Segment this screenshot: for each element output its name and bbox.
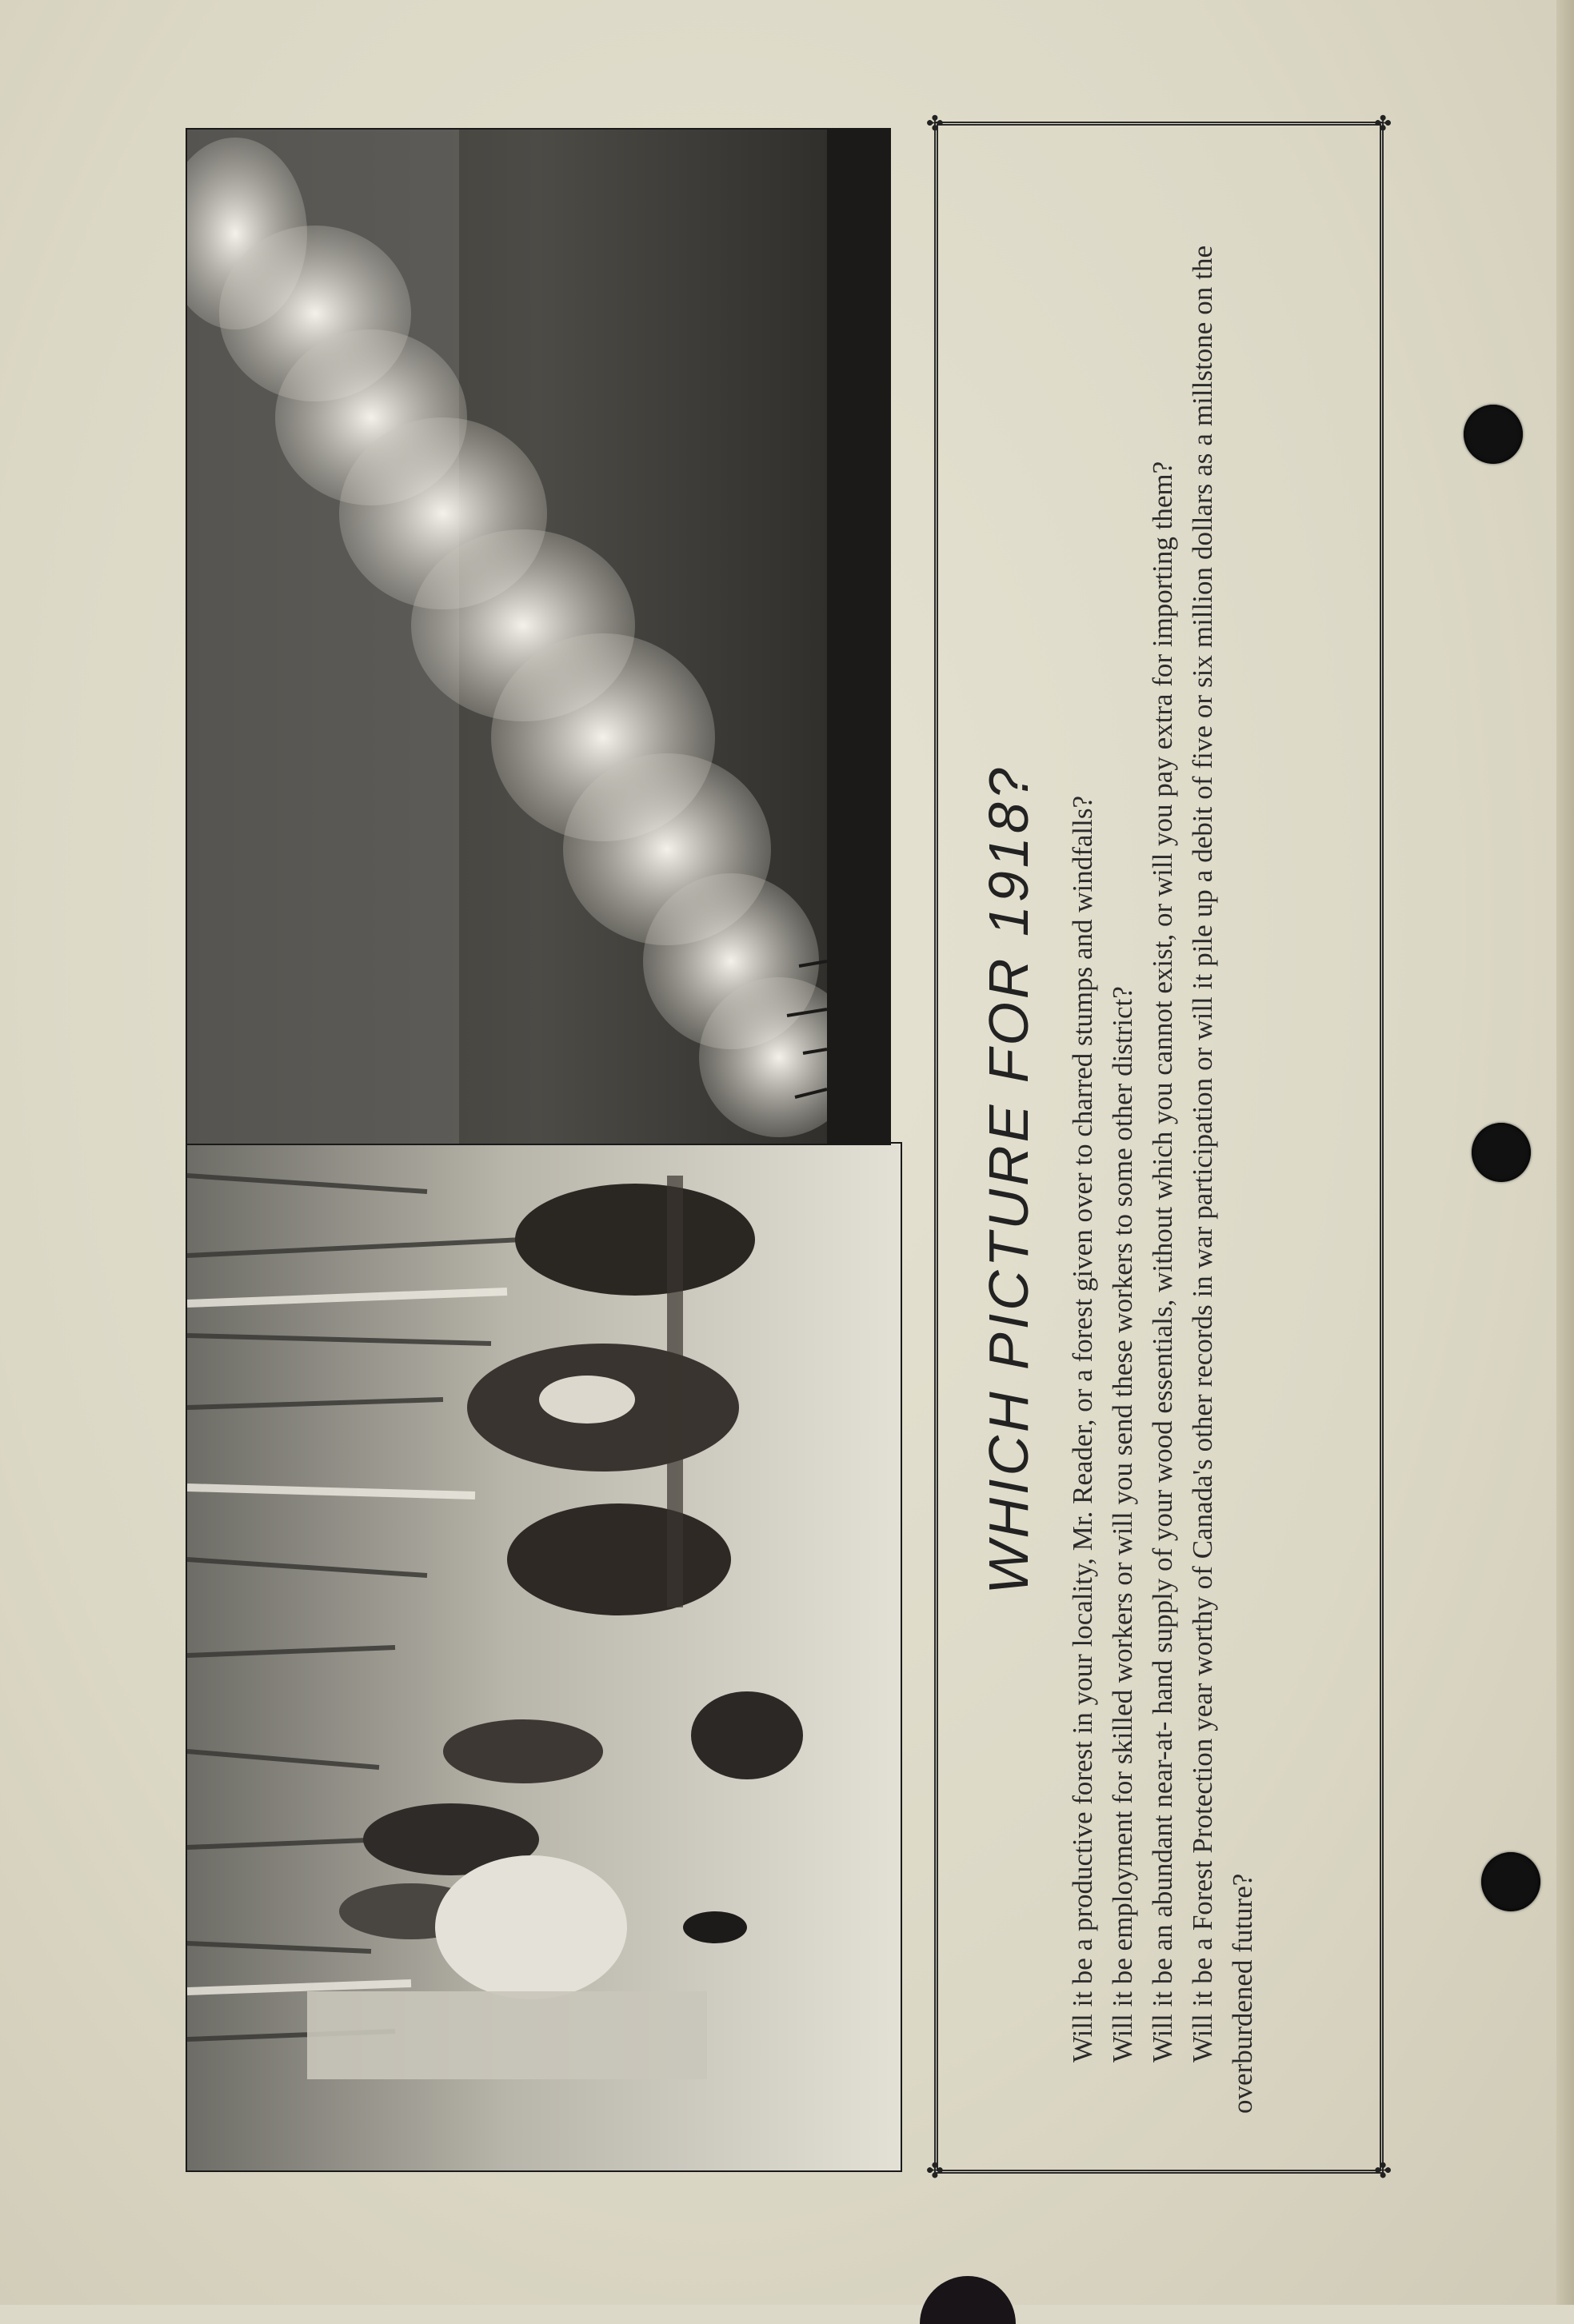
logging-photo: [186, 1142, 902, 2172]
binder-hole: [1481, 1852, 1540, 1911]
text-panel: [926, 112, 1392, 2182]
corner-ornament: ✤: [926, 112, 944, 135]
question-paragraph: Will it be a Forest Protection year worthy of Canada's other records in war participation or will it pile up a debit of five or six million dollars as a millstone on the overburdened future?: [1187, 246, 1258, 2114]
page-heading: WHICH PICTURE FOR 1918?: [977, 765, 1040, 1595]
rotated-text-block: [938, 126, 1388, 2178]
binder-tab: [920, 2276, 1016, 2324]
page-edge: [1556, 0, 1574, 2305]
binder-hole: [1472, 1123, 1531, 1182]
question-paragraph: Will it be an abundant near-at- hand supply of your wood essentials, without which you cannot exist, or will you pay extra for importing them?: [1147, 461, 1178, 2062]
corner-ornament: ✤: [1374, 2159, 1392, 2182]
question-paragraph: Will it be employment for skilled workers or will you send these workers to some other district?: [1107, 986, 1138, 2062]
binder-hole: [1464, 405, 1523, 464]
corner-ornament: ✤: [1374, 112, 1392, 135]
corner-ornament: ✤: [926, 2159, 944, 2182]
forest-fire-photo: [186, 128, 891, 1145]
question-paragraph: Will it be a productive forest in your locality, Mr. Reader, or a forest given over to charred stumps and windfalls?: [1067, 795, 1098, 2062]
